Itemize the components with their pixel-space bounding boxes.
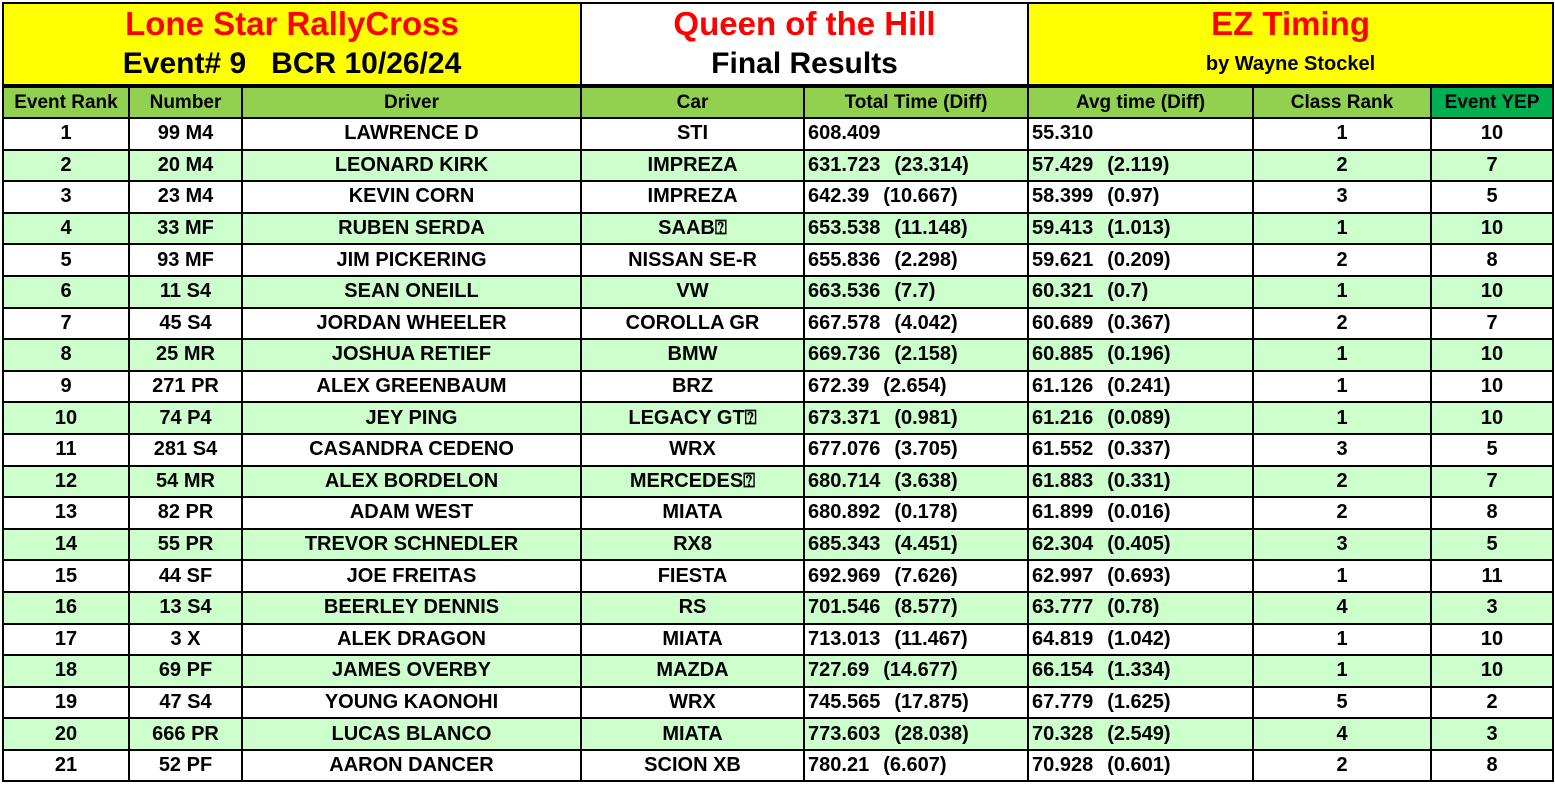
banner-right-title: EZ Timing (1211, 5, 1370, 42)
avg-time-diff: (0.209) (1107, 248, 1171, 271)
car-cell: MIATA (581, 718, 804, 750)
car-cell: MERCEDES⍰ (581, 466, 804, 498)
table-row (3, 181, 1553, 213)
driver-cell: JEY PING (242, 402, 581, 434)
event-yep-cell: 8 (1431, 244, 1553, 276)
number-cell: 54 MR (129, 466, 242, 498)
total-time-diff: (6.607) (883, 754, 947, 777)
event-rank-cell: 18 (3, 655, 129, 687)
total-time-diff: (7.7) (894, 280, 936, 303)
total-time-cell (804, 339, 1028, 371)
avg-time-diff: (1.013) (1107, 217, 1171, 240)
class-rank-cell: 3 (1253, 181, 1431, 213)
car-cell: WRX (581, 687, 804, 719)
car-cell: RX8 (581, 529, 804, 561)
table-row (3, 150, 1553, 182)
table-row (3, 655, 1553, 687)
total-time-value: 631.723 (808, 153, 881, 176)
driver-cell: JIM PICKERING (242, 244, 581, 276)
event-yep-cell: 11 (1431, 560, 1553, 592)
total-time-cell (804, 560, 1028, 592)
avg-time-cell (1028, 592, 1253, 624)
total-time-cell (804, 150, 1028, 182)
avg-time-cell (1028, 687, 1253, 719)
event-rank-cell: 17 (3, 624, 129, 656)
column-header-avg-time: Avg time (Diff) (1028, 86, 1253, 118)
avg-time-cell (1028, 497, 1253, 529)
driver-cell: LAWRENCE D (242, 118, 581, 150)
number-cell: 271 PR (129, 371, 242, 403)
total-time-diff: (11.467) (894, 627, 968, 650)
banner-center-subtitle-cell (581, 44, 1028, 86)
event-yep-cell: 2 (1431, 687, 1553, 719)
event-yep-cell: 10 (1431, 655, 1553, 687)
event-rank-cell: 12 (3, 466, 129, 498)
car-cell: NISSAN SE-R (581, 244, 804, 276)
avg-time-cell (1028, 118, 1253, 150)
total-time-cell (804, 687, 1028, 719)
total-time-value: 677.076 (808, 438, 881, 461)
event-yep-cell: 10 (1431, 371, 1553, 403)
column-header-number: Number (129, 86, 242, 118)
driver-cell: KEVIN CORN (242, 181, 581, 213)
avg-time-cell (1028, 718, 1253, 750)
total-time-cell (804, 529, 1028, 561)
class-rank-cell: 1 (1253, 560, 1431, 592)
banner-right-title-cell (1028, 3, 1553, 44)
total-time-value: 773.603 (808, 722, 881, 745)
banner-right-subtitle: by Wayne Stockel (1205, 53, 1376, 75)
car-cell: MAZDA (581, 655, 804, 687)
event-rank-cell: 15 (3, 560, 129, 592)
avg-time-value: 57.429 (1032, 153, 1094, 176)
total-time-diff: (0.178) (894, 501, 958, 524)
avg-time-value: 59.413 (1032, 217, 1094, 240)
number-cell: 33 MF (129, 213, 242, 245)
event-yep-cell: 7 (1431, 308, 1553, 340)
table-row (3, 118, 1553, 150)
avg-time-cell (1028, 371, 1253, 403)
number-cell: 20 M4 (129, 150, 242, 182)
number-cell: 11 S4 (129, 276, 242, 308)
avg-time-diff: (0.693) (1107, 564, 1171, 587)
car-cell: IMPREZA (581, 181, 804, 213)
avg-time-value: 70.928 (1032, 754, 1094, 777)
avg-time-cell (1028, 402, 1253, 434)
car-cell: MIATA (581, 624, 804, 656)
event-yep-cell: 10 (1431, 213, 1553, 245)
class-rank-cell: 1 (1253, 371, 1431, 403)
avg-time-diff: (0.241) (1107, 375, 1171, 398)
results-table (2, 2, 1554, 782)
class-rank-cell: 2 (1253, 497, 1431, 529)
total-time-diff: (28.038) (894, 722, 969, 745)
total-time-cell (804, 718, 1028, 750)
avg-time-diff: (1.625) (1107, 690, 1171, 713)
total-time-value: 669.736 (808, 343, 881, 366)
driver-cell: JOSHUA RETIEF (242, 339, 581, 371)
avg-time-diff: (0.016) (1107, 501, 1171, 524)
banner-left-title-cell (3, 3, 581, 44)
car-cell: RS (581, 592, 804, 624)
event-rank-cell: 6 (3, 276, 129, 308)
driver-cell: JAMES OVERBY (242, 655, 581, 687)
total-time-value: 745.565 (808, 690, 881, 713)
total-time-diff: (2.158) (894, 343, 958, 366)
driver-cell: JORDAN WHEELER (242, 308, 581, 340)
total-time-cell (804, 466, 1028, 498)
event-rank-cell: 9 (3, 371, 129, 403)
avg-time-diff: (1.042) (1107, 627, 1171, 650)
table-row (3, 213, 1553, 245)
table-row (3, 339, 1553, 371)
total-time-value: 653.538 (808, 217, 881, 240)
total-time-value: 667.578 (808, 311, 881, 334)
event-rank-cell: 14 (3, 529, 129, 561)
avg-time-value: 59.621 (1032, 248, 1094, 271)
table-row (3, 402, 1553, 434)
avg-time-diff: (0.331) (1107, 469, 1171, 492)
event-yep-cell: 3 (1431, 718, 1553, 750)
car-cell: BMW (581, 339, 804, 371)
total-time-diff: (2.298) (894, 248, 958, 271)
car-cell: VW (581, 276, 804, 308)
event-rank-cell: 5 (3, 244, 129, 276)
table-row (3, 244, 1553, 276)
banner-center-title: Queen of the Hill (673, 5, 936, 42)
avg-time-cell (1028, 339, 1253, 371)
table-row (3, 371, 1553, 403)
avg-time-cell (1028, 624, 1253, 656)
avg-time-value: 61.899 (1032, 501, 1094, 524)
results-body (3, 118, 1553, 781)
car-cell: WRX (581, 434, 804, 466)
avg-time-value: 62.997 (1032, 564, 1094, 587)
car-cell: STI (581, 118, 804, 150)
driver-cell: TREVOR SCHNEDLER (242, 529, 581, 561)
avg-time-cell (1028, 750, 1253, 782)
avg-time-value: 55.310 (1032, 122, 1094, 145)
avg-time-cell (1028, 529, 1253, 561)
driver-cell: AARON DANCER (242, 750, 581, 782)
table-row (3, 529, 1553, 561)
avg-time-value: 61.883 (1032, 469, 1094, 492)
number-cell: 45 S4 (129, 308, 242, 340)
total-time-cell (804, 497, 1028, 529)
total-time-value: 663.536 (808, 280, 881, 303)
avg-time-value: 62.304 (1032, 533, 1094, 556)
column-header-total-time: Total Time (Diff) (804, 86, 1028, 118)
avg-time-cell (1028, 308, 1253, 340)
table-row (3, 497, 1553, 529)
class-rank-cell: 3 (1253, 529, 1431, 561)
total-time-value: 713.013 (808, 627, 881, 650)
event-yep-cell: 10 (1431, 402, 1553, 434)
total-time-diff: (11.148) (894, 217, 968, 240)
total-time-diff: (10.667) (883, 185, 958, 208)
total-time-value: 673.371 (808, 406, 881, 429)
table-row (3, 687, 1553, 719)
avg-time-cell (1028, 276, 1253, 308)
total-time-value: 680.714 (808, 469, 881, 492)
event-yep-cell: 5 (1431, 181, 1553, 213)
class-rank-cell: 4 (1253, 592, 1431, 624)
avg-time-diff: (0.337) (1107, 438, 1171, 461)
avg-time-cell (1028, 244, 1253, 276)
avg-time-value: 58.399 (1032, 185, 1094, 208)
number-cell: 25 MR (129, 339, 242, 371)
column-header-event-yep: Event YEP (1431, 86, 1553, 118)
total-time-cell (804, 213, 1028, 245)
event-rank-cell: 20 (3, 718, 129, 750)
event-yep-cell: 10 (1431, 118, 1553, 150)
banner-center-subtitle: Final Results (711, 47, 898, 80)
avg-time-value: 60.885 (1032, 343, 1094, 366)
car-cell: FIESTA (581, 560, 804, 592)
total-time-cell (804, 750, 1028, 782)
column-header-car: Car (581, 86, 804, 118)
car-cell: MIATA (581, 497, 804, 529)
event-yep-cell: 8 (1431, 750, 1553, 782)
avg-time-value: 60.321 (1032, 280, 1094, 303)
class-rank-cell: 1 (1253, 655, 1431, 687)
number-cell: 13 S4 (129, 592, 242, 624)
event-rank-cell: 3 (3, 181, 129, 213)
class-rank-cell: 2 (1253, 308, 1431, 340)
table-row (3, 434, 1553, 466)
event-yep-cell: 7 (1431, 466, 1553, 498)
avg-time-diff: (0.405) (1107, 533, 1171, 556)
avg-time-cell (1028, 181, 1253, 213)
event-yep-cell: 8 (1431, 497, 1553, 529)
total-time-diff: (8.577) (894, 596, 958, 619)
event-rank-cell: 21 (3, 750, 129, 782)
number-cell: 69 PF (129, 655, 242, 687)
total-time-value: 642.39 (808, 185, 870, 208)
car-cell: LEGACY GT⍰ (581, 402, 804, 434)
class-rank-cell: 1 (1253, 339, 1431, 371)
avg-time-value: 64.819 (1032, 627, 1094, 650)
column-header-driver: Driver (242, 86, 581, 118)
banner-left-title: Lone Star RallyCross (125, 5, 459, 42)
class-rank-cell: 1 (1253, 624, 1431, 656)
column-header-row (3, 86, 1553, 118)
total-time-cell (804, 434, 1028, 466)
event-yep-cell: 3 (1431, 592, 1553, 624)
banner-left-subtitle: Event# 9 BCR 10/26/24 (122, 47, 462, 80)
driver-cell: LEONARD KIRK (242, 150, 581, 182)
avg-time-diff: (1.334) (1107, 659, 1171, 682)
driver-cell: ALEK DRAGON (242, 624, 581, 656)
driver-cell: CASANDRA CEDENO (242, 434, 581, 466)
event-rank-cell: 10 (3, 402, 129, 434)
total-time-diff: (4.042) (894, 311, 958, 334)
class-rank-cell: 1 (1253, 213, 1431, 245)
avg-time-value: 60.689 (1032, 311, 1094, 334)
avg-time-value: 66.154 (1032, 659, 1094, 682)
avg-time-cell (1028, 150, 1253, 182)
total-time-diff: (17.875) (894, 690, 969, 713)
event-yep-cell: 10 (1431, 339, 1553, 371)
total-time-value: 685.343 (808, 533, 881, 556)
car-cell: SCION XB (581, 750, 804, 782)
avg-time-diff: (0.97) (1107, 185, 1160, 208)
total-time-cell (804, 181, 1028, 213)
total-time-cell (804, 655, 1028, 687)
driver-cell: SEAN ONEILL (242, 276, 581, 308)
total-time-diff: (3.638) (894, 469, 958, 492)
avg-time-diff: (2.119) (1107, 153, 1170, 176)
avg-time-cell (1028, 560, 1253, 592)
class-rank-cell: 4 (1253, 718, 1431, 750)
total-time-cell (804, 624, 1028, 656)
driver-cell: JOE FREITAS (242, 560, 581, 592)
number-cell: 47 S4 (129, 687, 242, 719)
total-time-value: 727.69 (808, 659, 870, 682)
class-rank-cell: 2 (1253, 244, 1431, 276)
class-rank-cell: 1 (1253, 118, 1431, 150)
class-rank-cell: 3 (1253, 434, 1431, 466)
car-cell: COROLLA GR (581, 308, 804, 340)
number-cell: 99 M4 (129, 118, 242, 150)
avg-time-cell (1028, 466, 1253, 498)
table-row (3, 592, 1553, 624)
total-time-cell (804, 308, 1028, 340)
total-time-diff: (14.677) (883, 659, 958, 682)
total-time-value: 672.39 (808, 375, 870, 398)
number-cell: 3 X (129, 624, 242, 656)
car-cell: SAAB⍰ (581, 213, 804, 245)
class-rank-cell: 2 (1253, 750, 1431, 782)
avg-time-value: 63.777 (1032, 596, 1094, 619)
table-row (3, 276, 1553, 308)
event-rank-cell: 16 (3, 592, 129, 624)
table-row (3, 718, 1553, 750)
total-time-cell (804, 276, 1028, 308)
avg-time-diff: (0.601) (1107, 754, 1171, 777)
total-time-value: 608.409 (808, 122, 881, 145)
avg-time-diff: (0.7) (1107, 280, 1149, 303)
avg-time-value: 67.779 (1032, 690, 1094, 713)
column-header-class-rank: Class Rank (1253, 86, 1431, 118)
avg-time-value: 61.552 (1032, 438, 1094, 461)
event-yep-cell: 5 (1431, 529, 1553, 561)
event-rank-cell: 4 (3, 213, 129, 245)
number-cell: 52 PF (129, 750, 242, 782)
banner-right-subtitle-cell (1028, 44, 1553, 86)
event-rank-cell: 19 (3, 687, 129, 719)
event-rank-cell: 13 (3, 497, 129, 529)
number-cell: 93 MF (129, 244, 242, 276)
total-time-value: 780.21 (808, 754, 870, 777)
total-time-cell (804, 118, 1028, 150)
results-sheet (2, 2, 1552, 782)
table-row (3, 624, 1553, 656)
total-time-value: 692.969 (808, 564, 881, 587)
column-header-event-rank: Event Rank (3, 86, 129, 118)
class-rank-cell: 2 (1253, 150, 1431, 182)
driver-cell: ALEX GREENBAUM (242, 371, 581, 403)
number-cell: 281 S4 (129, 434, 242, 466)
table-row (3, 560, 1553, 592)
class-rank-cell: 5 (1253, 687, 1431, 719)
avg-time-diff: (0.089) (1107, 406, 1171, 429)
event-yep-cell: 7 (1431, 150, 1553, 182)
number-cell: 44 SF (129, 560, 242, 592)
car-cell: IMPREZA (581, 150, 804, 182)
total-time-value: 655.836 (808, 248, 881, 271)
avg-time-value: 61.126 (1032, 375, 1094, 398)
total-time-value: 680.892 (808, 501, 881, 524)
avg-time-cell (1028, 434, 1253, 466)
number-cell: 666 PR (129, 718, 242, 750)
number-cell: 55 PR (129, 529, 242, 561)
total-time-cell (804, 244, 1028, 276)
avg-time-diff: (0.367) (1107, 311, 1171, 334)
driver-cell: ADAM WEST (242, 497, 581, 529)
driver-cell: ALEX BORDELON (242, 466, 581, 498)
number-cell: 23 M4 (129, 181, 242, 213)
total-time-diff: (0.981) (894, 406, 958, 429)
event-rank-cell: 8 (3, 339, 129, 371)
banner-center-title-cell (581, 3, 1028, 44)
driver-cell: YOUNG KAONOHI (242, 687, 581, 719)
table-row (3, 308, 1553, 340)
banner-left-subtitle-cell (3, 44, 581, 86)
event-rank-cell: 2 (3, 150, 129, 182)
event-rank-cell: 1 (3, 118, 129, 150)
driver-cell: BEERLEY DENNIS (242, 592, 581, 624)
total-time-diff: (4.451) (894, 533, 958, 556)
table-row (3, 750, 1553, 782)
avg-time-value: 70.328 (1032, 722, 1094, 745)
avg-time-value: 61.216 (1032, 406, 1094, 429)
avg-time-diff: (0.78) (1107, 596, 1160, 619)
total-time-cell (804, 402, 1028, 434)
avg-time-cell (1028, 213, 1253, 245)
class-rank-cell: 1 (1253, 276, 1431, 308)
event-rank-cell: 11 (3, 434, 129, 466)
event-yep-cell: 5 (1431, 434, 1553, 466)
table-row (3, 466, 1553, 498)
total-time-diff: (2.654) (883, 375, 947, 398)
total-time-diff: (7.626) (894, 564, 958, 587)
avg-time-cell (1028, 655, 1253, 687)
number-cell: 82 PR (129, 497, 242, 529)
avg-time-diff: (0.196) (1107, 343, 1171, 366)
class-rank-cell: 2 (1253, 466, 1431, 498)
event-yep-cell: 10 (1431, 624, 1553, 656)
avg-time-diff: (2.549) (1107, 722, 1171, 745)
driver-cell: RUBEN SERDA (242, 213, 581, 245)
car-cell: BRZ (581, 371, 804, 403)
event-rank-cell: 7 (3, 308, 129, 340)
total-time-cell (804, 371, 1028, 403)
total-time-value: 701.546 (808, 596, 881, 619)
class-rank-cell: 1 (1253, 402, 1431, 434)
number-cell: 74 P4 (129, 402, 242, 434)
total-time-cell (804, 592, 1028, 624)
total-time-diff: (3.705) (894, 438, 958, 461)
event-yep-cell: 10 (1431, 276, 1553, 308)
total-time-diff: (23.314) (894, 153, 969, 176)
driver-cell: LUCAS BLANCO (242, 718, 581, 750)
